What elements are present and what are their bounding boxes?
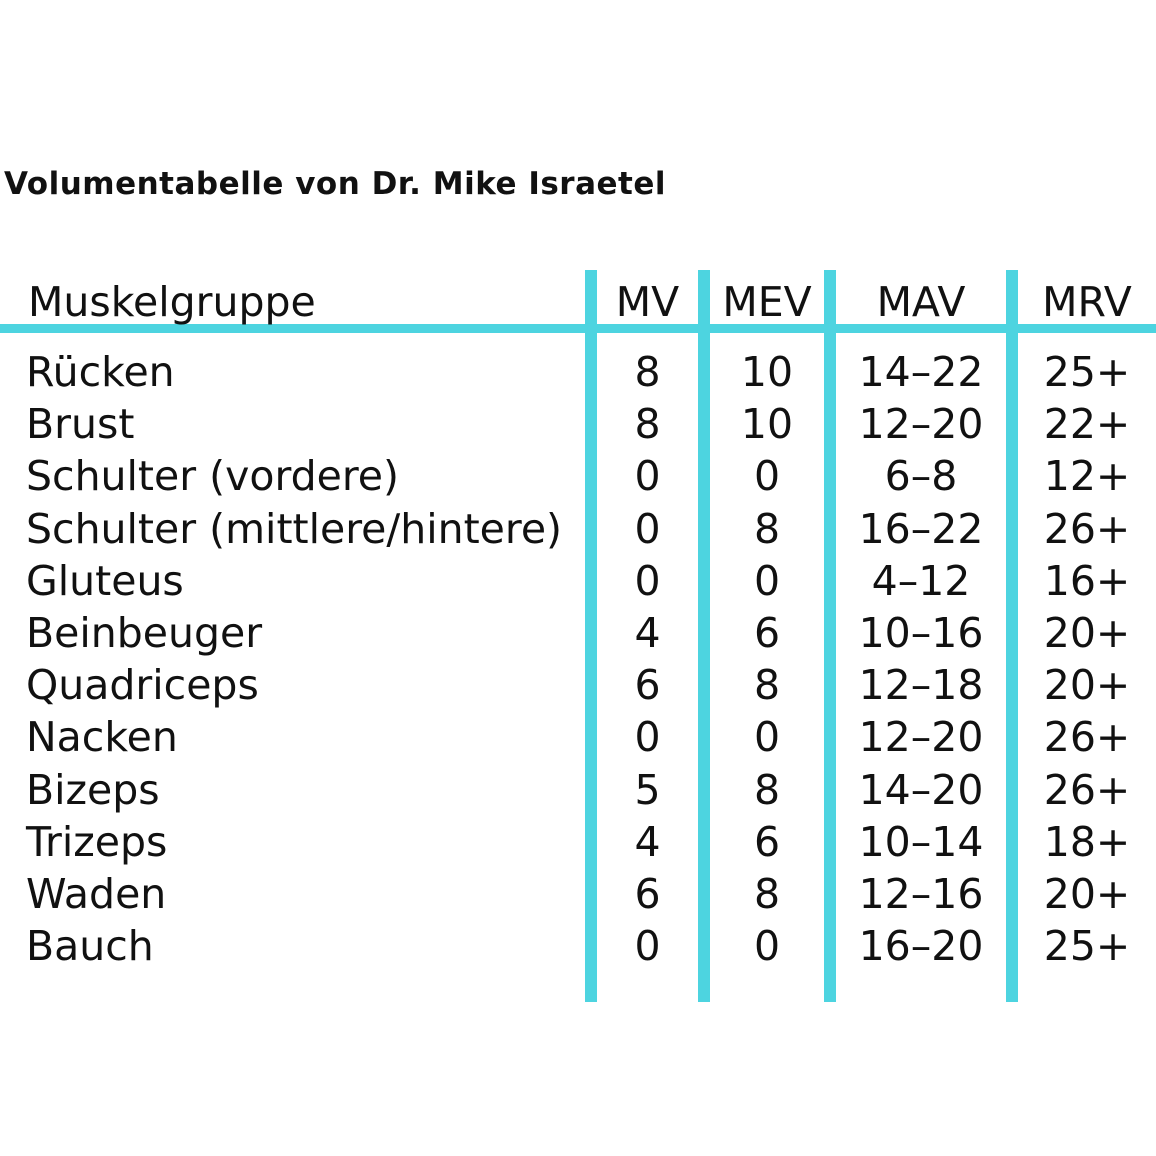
cell-mv: 0	[634, 713, 661, 762]
cell-mv: 4	[634, 609, 661, 657]
cell-mav: 10–14	[858, 817, 984, 866]
header-mv: MV	[615, 278, 680, 326]
column-divider-3	[824, 270, 836, 1002]
cell-mrv: 16+	[1043, 556, 1131, 605]
cell-muskelgruppe: Bizeps	[26, 765, 160, 814]
cell-muskelgruppe: Bauch	[26, 922, 154, 971]
cell-mev: 8	[753, 765, 781, 814]
cell-mev: 6	[753, 817, 781, 866]
cell-mev: 0	[753, 713, 781, 762]
cell-mav: 12–18	[858, 661, 984, 710]
cell-mev: 8	[753, 870, 781, 918]
cell-mev: 0	[753, 922, 781, 971]
cell-muskelgruppe: Waden	[26, 870, 167, 918]
column-divider-4	[1006, 270, 1018, 1002]
cell-mv: 8	[634, 400, 661, 449]
cell-mrv: 26+	[1043, 765, 1131, 814]
cell-mv: 6	[634, 661, 661, 710]
cell-mav: 4–12	[871, 556, 971, 605]
cell-mev: 10	[740, 400, 794, 449]
header-muskelgruppe: Muskelgruppe	[28, 278, 316, 326]
cell-mrv: 26+	[1043, 504, 1131, 553]
cell-mrv: 22+	[1043, 400, 1131, 449]
cell-mev: 6	[753, 609, 781, 657]
cell-mrv: 20+	[1043, 870, 1131, 918]
cell-mav: 16–22	[858, 504, 984, 553]
cell-muskelgruppe: Quadriceps	[26, 661, 259, 710]
header-mrv: MRV	[1042, 278, 1132, 326]
cell-muskelgruppe: Rücken	[26, 348, 175, 396]
column-divider-2	[698, 270, 710, 1002]
cell-mav: 12–16	[858, 870, 984, 918]
cell-muskelgruppe: Gluteus	[26, 556, 184, 605]
cell-mav: 6–8	[884, 452, 958, 501]
page-title: Volumentabelle von Dr. Mike Israetel	[4, 166, 667, 202]
cell-mev: 8	[753, 661, 781, 710]
cell-muskelgruppe: Beinbeuger	[26, 609, 263, 657]
header-mav: MAV	[876, 278, 966, 326]
column-divider-1	[585, 270, 597, 1002]
cell-mev: 0	[753, 556, 781, 605]
cell-mev: 8	[753, 504, 781, 553]
cell-muskelgruppe: Trizeps	[26, 817, 168, 866]
cell-mv: 5	[634, 765, 661, 814]
cell-mv: 0	[634, 452, 661, 501]
cell-mv: 0	[634, 922, 661, 971]
cell-mv: 0	[634, 504, 661, 553]
cell-mv: 8	[634, 348, 661, 396]
cell-mrv: 18+	[1043, 817, 1131, 866]
cell-mrv: 26+	[1043, 713, 1131, 762]
cell-muskelgruppe: Schulter (vordere)	[26, 452, 400, 501]
cell-mrv: 20+	[1043, 661, 1131, 710]
cell-mrv: 25+	[1043, 348, 1131, 396]
cell-mav: 12–20	[858, 713, 984, 762]
cell-mv: 6	[634, 870, 661, 918]
cell-mav: 10–16	[858, 609, 984, 657]
cell-mav: 14–20	[858, 765, 984, 814]
cell-mv: 4	[634, 817, 661, 866]
cell-mev: 10	[740, 348, 794, 396]
cell-mrv: 20+	[1043, 609, 1131, 657]
cell-mv: 0	[634, 556, 661, 605]
cell-muskelgruppe: Schulter (mittlere/hintere)	[26, 504, 563, 553]
cell-mav: 14–22	[858, 348, 984, 396]
cell-mav: 12–20	[858, 400, 984, 449]
cell-muskelgruppe: Nacken	[26, 713, 178, 762]
cell-mav: 16–20	[858, 922, 984, 971]
cell-mrv: 12+	[1043, 452, 1131, 501]
cell-mev: 0	[753, 452, 781, 501]
cell-mrv: 25+	[1043, 922, 1131, 971]
cell-muskelgruppe: Brust	[26, 400, 135, 449]
header-mev: MEV	[722, 278, 812, 326]
